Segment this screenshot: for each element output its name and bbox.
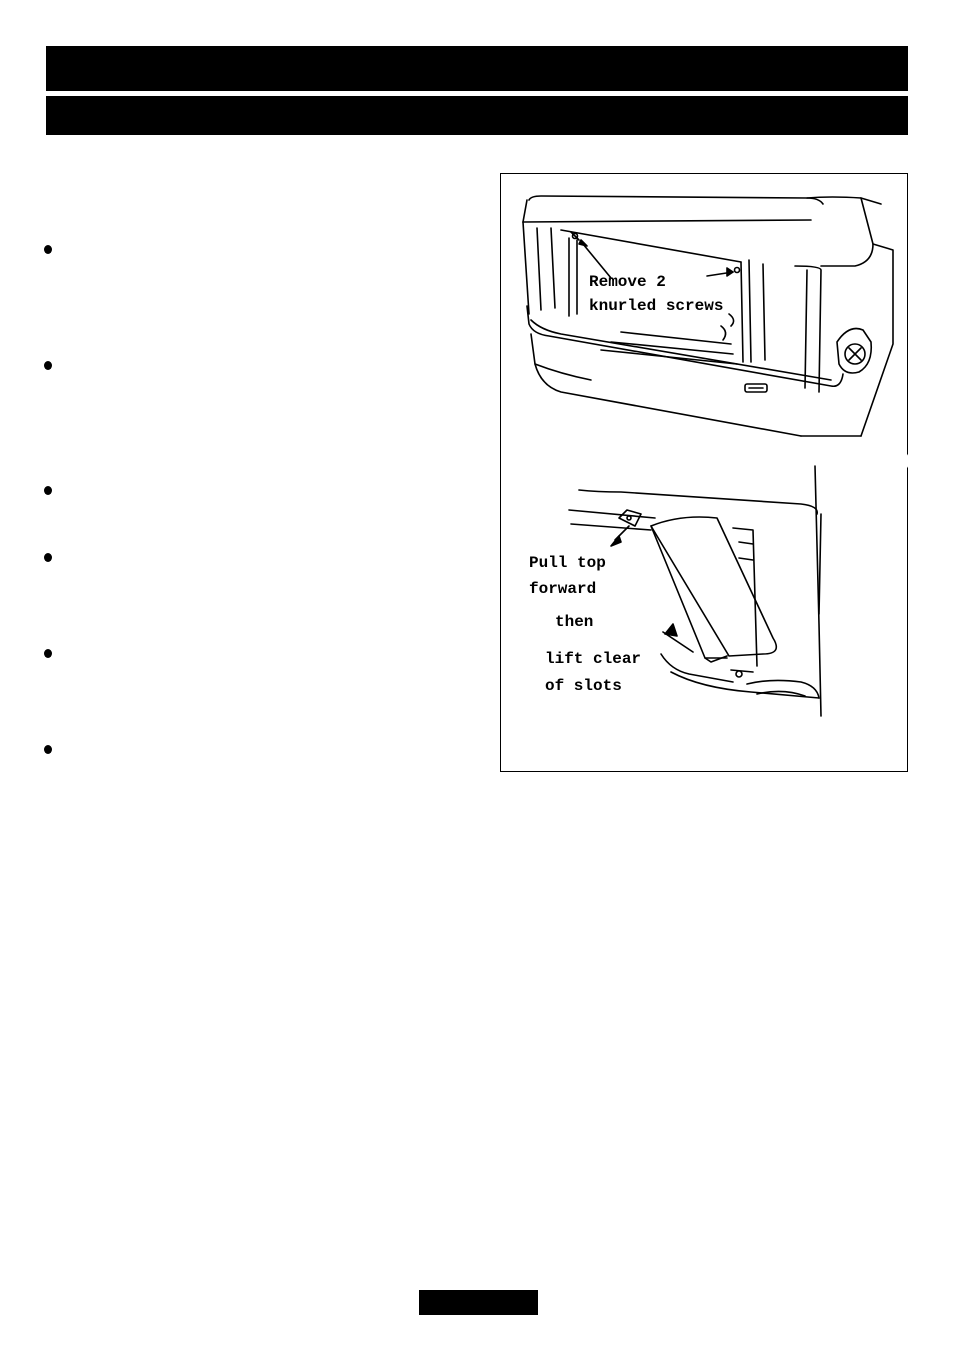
fire-front-drawing [523,196,893,436]
bullet-4 [44,553,52,562]
bullet-5 [44,649,52,658]
callout-lift-clear-line2: of slots [545,677,622,695]
bullet-2 [44,361,52,370]
callout-remove-screws-line1: Remove 2 [589,273,666,291]
instruction-figure [500,173,908,772]
callout-remove-screws-line2: knurled screws [589,297,724,315]
header-bar-top [46,46,908,91]
bullet-3 [44,486,52,495]
callout-lift-clear-line1: lift clear [545,650,642,668]
callout-pull-top-line1: Pull top [529,554,606,572]
page-number-box [419,1290,538,1315]
bullet-1 [44,245,52,254]
header-bar-sub [46,96,908,135]
bullet-6 [44,745,52,754]
callout-pull-top-line2: forward [529,580,597,598]
callout-then: then [555,613,594,631]
